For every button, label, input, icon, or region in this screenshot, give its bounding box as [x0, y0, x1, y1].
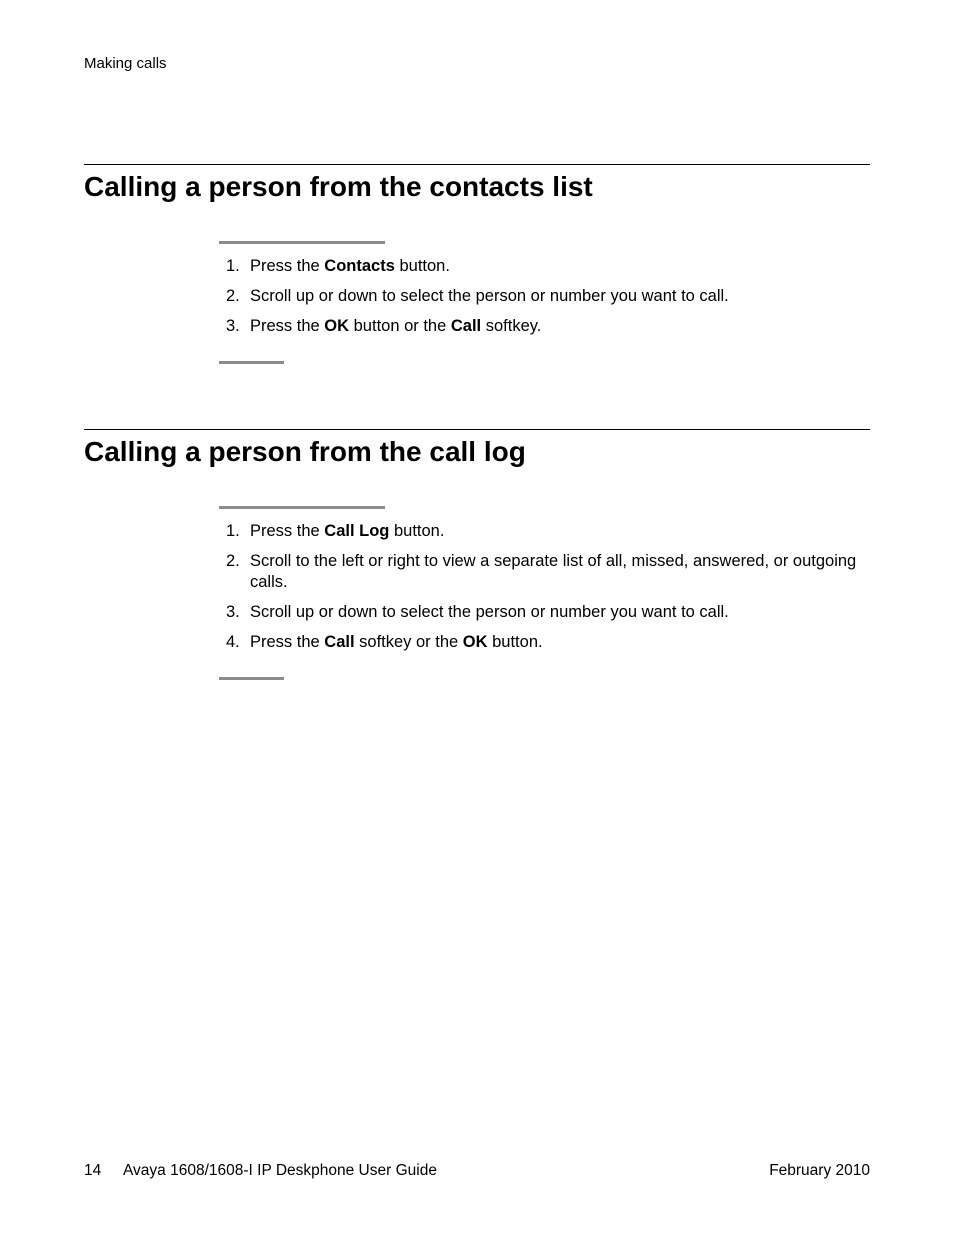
step-item [219, 551, 870, 593]
step-text: button. [389, 522, 445, 540]
step-text: button or the [349, 317, 451, 335]
section-call-log [84, 429, 870, 651]
step-number: 2. [226, 552, 240, 570]
step-item [219, 286, 870, 307]
section-divider [84, 164, 870, 165]
running-header: Making calls [84, 55, 167, 72]
publication-date: February 2010 [769, 1162, 870, 1179]
step-text: Scroll up or down to select the person or number you want to call. [250, 287, 729, 305]
procedure-end-bar [219, 677, 284, 680]
ui-term: Call [450, 317, 482, 335]
step-number: 3. [226, 317, 240, 335]
section-title: Calling a person from the contacts list [84, 171, 593, 202]
procedure-end-bar [219, 361, 284, 364]
step-text: Scroll to the left or right to view a separate list of all, missed, answered, or outgoing calls. [250, 552, 857, 591]
step-text: softkey or the [354, 633, 463, 651]
step-text: Press the [250, 522, 325, 540]
step-number: 4. [226, 633, 240, 651]
ui-term: OK [462, 633, 488, 651]
procedure-start-bar [219, 506, 385, 509]
step-item [219, 316, 870, 337]
section-divider [84, 429, 870, 430]
procedure-steps [219, 521, 870, 662]
step-text: button. [487, 633, 543, 651]
document-title: Avaya 1608/1608-I IP Deskphone User Guide [123, 1162, 437, 1179]
ui-term: Call Log [324, 522, 390, 540]
page-number: 14 [84, 1162, 102, 1179]
ui-term: OK [324, 317, 350, 335]
step-item [219, 256, 870, 277]
step-text: Scroll up or down to select the person or number you want to call. [250, 603, 729, 621]
procedure-start-bar [219, 241, 385, 244]
step-number: 1. [226, 522, 240, 540]
step-text: softkey. [481, 317, 542, 335]
ui-term: Call [324, 633, 355, 651]
section-contacts [84, 164, 870, 335]
step-item [219, 602, 870, 623]
step-number: 3. [226, 603, 240, 621]
step-text: Press the [250, 317, 325, 335]
step-text: button. [394, 257, 450, 275]
procedure-steps [219, 256, 870, 346]
ui-term: Contacts [324, 257, 395, 275]
step-text: Press the [250, 257, 325, 275]
step-number: 2. [226, 287, 240, 305]
step-number: 1. [226, 257, 240, 275]
step-item [219, 632, 870, 653]
step-text: Press the [250, 633, 325, 651]
step-item [219, 521, 870, 542]
section-title: Calling a person from the call log [84, 436, 526, 467]
